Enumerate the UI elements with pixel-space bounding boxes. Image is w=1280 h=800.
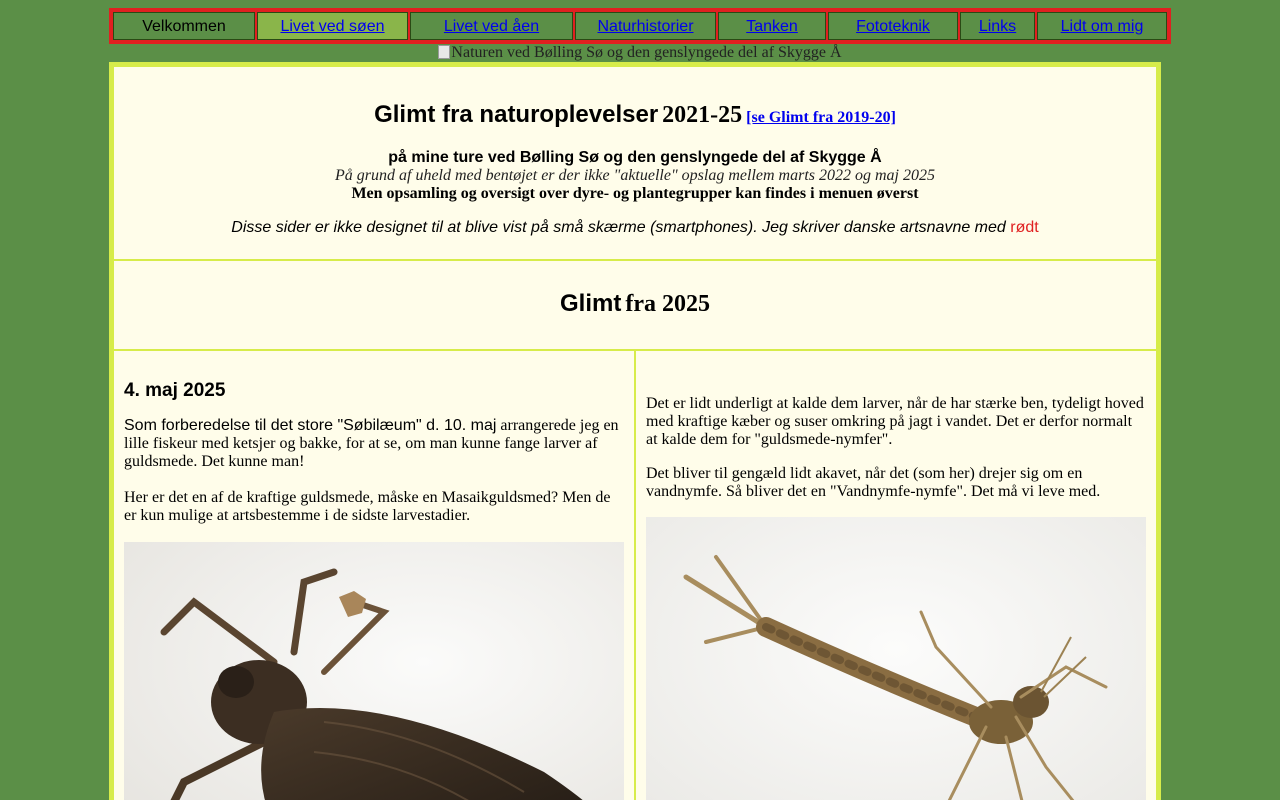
- archive-link[interactable]: [se Glimt fra 2019-20]: [746, 109, 896, 126]
- disclaimer-red-word: rødt: [1010, 219, 1039, 236]
- nav-item-fototeknik[interactable]: Fototeknik: [828, 12, 958, 40]
- section-title: [114, 289, 1156, 322]
- section-title-a: Glimt: [560, 290, 622, 317]
- disclaimer: [114, 218, 1156, 238]
- menu-note: Men opsamling og oversigt over dyre- og plantegrupper kan findes i menuen øverst: [351, 185, 919, 202]
- entry-paragraph-1-lead: Som forberedelse til det store "Søbilæum" d. 10. maj: [124, 417, 497, 434]
- broken-image-icon: [438, 45, 450, 59]
- nav-item-livet-ved-soeen[interactable]: Livet ved søen: [257, 12, 408, 40]
- nav-item-tanken[interactable]: Tanken: [718, 12, 826, 40]
- disclaimer-text: Disse sider er ikke designet til at blive vist på små skærme (smartphones). Jeg skriver danske artsnavne med: [231, 219, 1006, 236]
- entry-date: 4. maj 2025: [124, 380, 226, 401]
- entry-left-column: [114, 351, 634, 800]
- entry-paragraph-1: [124, 417, 624, 471]
- section-title-b: fra 2025: [625, 291, 710, 317]
- dragonfly-larva-photo: [124, 542, 624, 800]
- nav-item-lidt-om-mig[interactable]: Lidt om mig: [1037, 12, 1167, 40]
- banner-image: [0, 43, 1280, 63]
- intro-panel: [114, 67, 1156, 259]
- page-title: [114, 99, 1156, 134]
- notice-text: På grund af uheld med bentøjet er der ikke "aktuelle" opslag mellem marts 2022 og maj 2025: [335, 167, 935, 184]
- main-nav: [109, 8, 1171, 44]
- entry-right-column: [636, 351, 1156, 800]
- right-paragraph-2: Det bliver til gengæld lidt akavet, når det (som her) drejer sig om en vandnymfe. Så bliver det en "Vandnymfe-nymfe". Det må vi leve med.: [646, 465, 1101, 500]
- entry-paragraph-1-rest: arrangerede jeg en lille fiskeur med ketsjer og bakke, for at se, om man kunne fange larver af guldsmede. Det kunne man!: [124, 417, 619, 470]
- damselfly-nymph-photo: [646, 517, 1146, 800]
- nav-item-livet-ved-aaen[interactable]: Livet ved åen: [410, 12, 573, 40]
- entry-paragraph-2: Her er det en af de kraftige guldsmede, måske en Masaikguldsmed? Men de er kun mulige at artsbestemme i de sidste larvestadier.: [124, 489, 611, 524]
- title-years: 2021-25: [662, 102, 743, 128]
- title-main: Glimt fra naturoplevelser: [374, 101, 659, 128]
- nav-item-velkommen[interactable]: Velkommen: [113, 12, 255, 40]
- nav-item-naturhistorier[interactable]: Naturhistorier: [575, 12, 716, 40]
- section-header: [114, 261, 1156, 349]
- subtitle: på mine ture ved Bølling Sø og den genslyngede del af Skygge Å: [388, 149, 882, 166]
- content-frame: [109, 62, 1161, 800]
- nav-item-links[interactable]: Links: [960, 12, 1035, 40]
- banner-alt-text: Naturen ved Bølling Sø og den genslyngede del af Skygge Å: [451, 44, 842, 61]
- right-paragraph-1: Det er lidt underligt at kalde dem larver, når de har stærke ben, tydeligt hoved med kraftige kæber og suser omkring på jagt i vandet. Det er derfor normalt at kalde dem for "guldsmede-nymfer".: [646, 395, 1144, 448]
